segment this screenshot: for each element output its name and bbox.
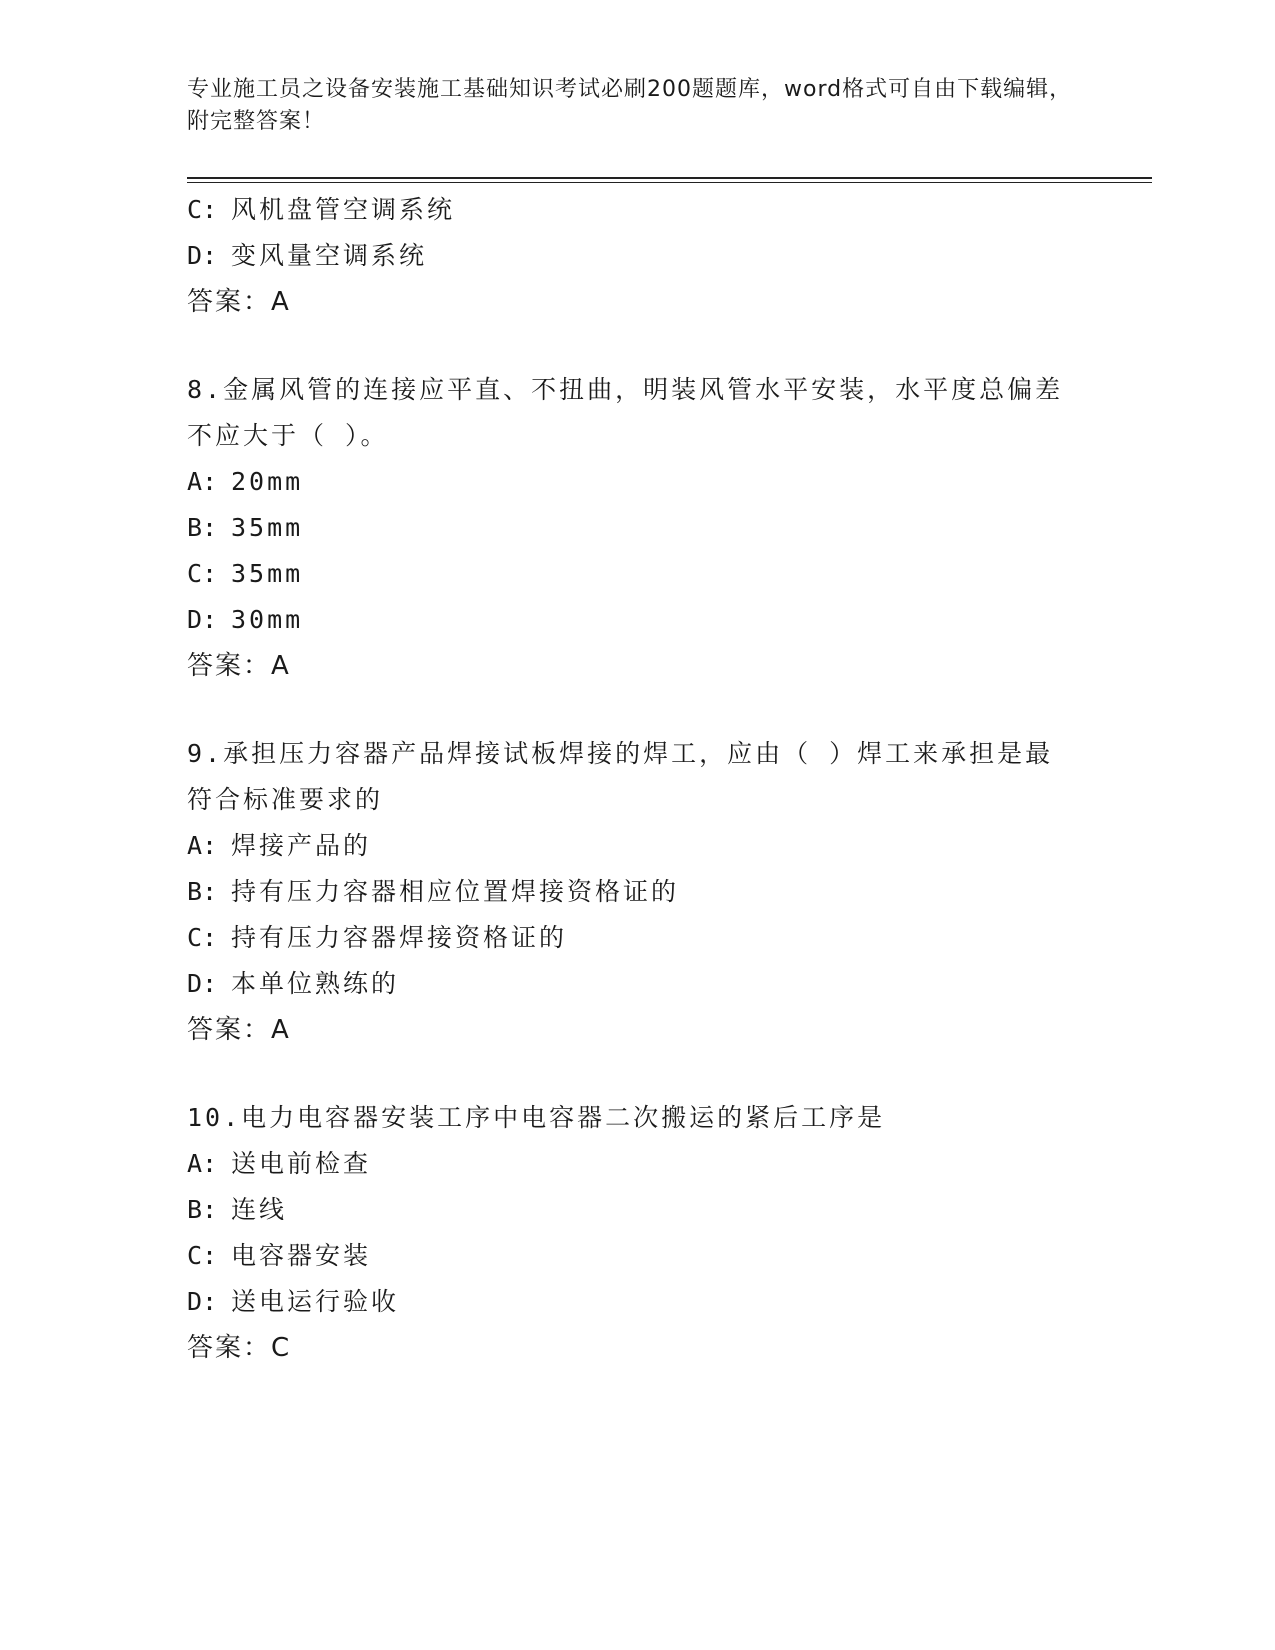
option-c <box>187 915 1087 961</box>
option-text: 送电运行验收 <box>231 1287 400 1316</box>
option-b <box>187 1187 1087 1233</box>
option-label: D: <box>187 241 218 270</box>
option-text: 变风量空调系统 <box>231 241 428 270</box>
option-label: A: <box>187 1149 218 1178</box>
option-b <box>187 505 1087 551</box>
page-header-title: 专业施工员之设备安装施工基础知识考试必刷200题题库，word格式可自由下载编辑，附完整答案！ <box>187 77 1073 134</box>
option-text: 持有压力容器焊接资格证的 <box>231 923 568 952</box>
option-label: D: <box>187 1287 218 1316</box>
option-text: 送电前检查 <box>231 1149 372 1178</box>
question-stem: 8.金属风管的连接应平直、不扭曲，明装风管水平安装，水平度总偏差不应大于（ ）。 <box>187 375 1064 450</box>
option-label: C: <box>187 1241 218 1270</box>
header-rule-thin <box>187 182 1152 183</box>
option-label: C: <box>187 195 218 224</box>
option-c <box>187 551 1087 597</box>
option-text: 20mm <box>231 467 304 496</box>
option-text: 35mm <box>231 559 304 588</box>
option-text: 连线 <box>231 1195 288 1224</box>
option-label: C: <box>187 559 218 588</box>
answer-line: 答案：C <box>187 1333 292 1363</box>
document-body <box>187 187 1087 1371</box>
option-b <box>187 869 1087 915</box>
option-text: 35mm <box>231 513 304 542</box>
option-label: C: <box>187 923 218 952</box>
answer-line: 答案：A <box>187 287 291 317</box>
option-a <box>187 459 1087 505</box>
option-label: D: <box>187 605 218 634</box>
header-rule-thick <box>187 177 1152 179</box>
option-d <box>187 597 1087 643</box>
option-d <box>187 1279 1087 1325</box>
option-c <box>187 187 1087 233</box>
option-text: 持有压力容器相应位置焊接资格证的 <box>231 877 680 906</box>
question-stem: 9.承担压力容器产品焊接试板焊接的焊工，应由（ ）焊工来承担是最符合标准要求的 <box>187 739 1054 814</box>
option-label: A: <box>187 831 218 860</box>
option-d <box>187 961 1087 1007</box>
question-10 <box>187 1095 1087 1371</box>
option-text: 焊接产品的 <box>231 831 372 860</box>
option-text: 电容器安装 <box>231 1241 372 1270</box>
option-a <box>187 1141 1087 1187</box>
option-c <box>187 1233 1087 1279</box>
option-label: A: <box>187 467 218 496</box>
option-label: B: <box>187 877 218 906</box>
answer-line: 答案：A <box>187 651 291 681</box>
carryover-question <box>187 187 1087 325</box>
option-a <box>187 823 1087 869</box>
question-9 <box>187 731 1087 1053</box>
option-text: 30mm <box>231 605 304 634</box>
option-d <box>187 233 1087 279</box>
option-text: 风机盘管空调系统 <box>231 195 456 224</box>
option-text: 本单位熟练的 <box>231 969 400 998</box>
option-label: B: <box>187 1195 218 1224</box>
option-label: B: <box>187 513 218 542</box>
option-label: D: <box>187 969 218 998</box>
question-stem: 10.电力电容器安装工序中电容器二次搬运的紧后工序是 <box>187 1103 886 1132</box>
question-8 <box>187 367 1087 689</box>
answer-line: 答案：A <box>187 1015 291 1045</box>
